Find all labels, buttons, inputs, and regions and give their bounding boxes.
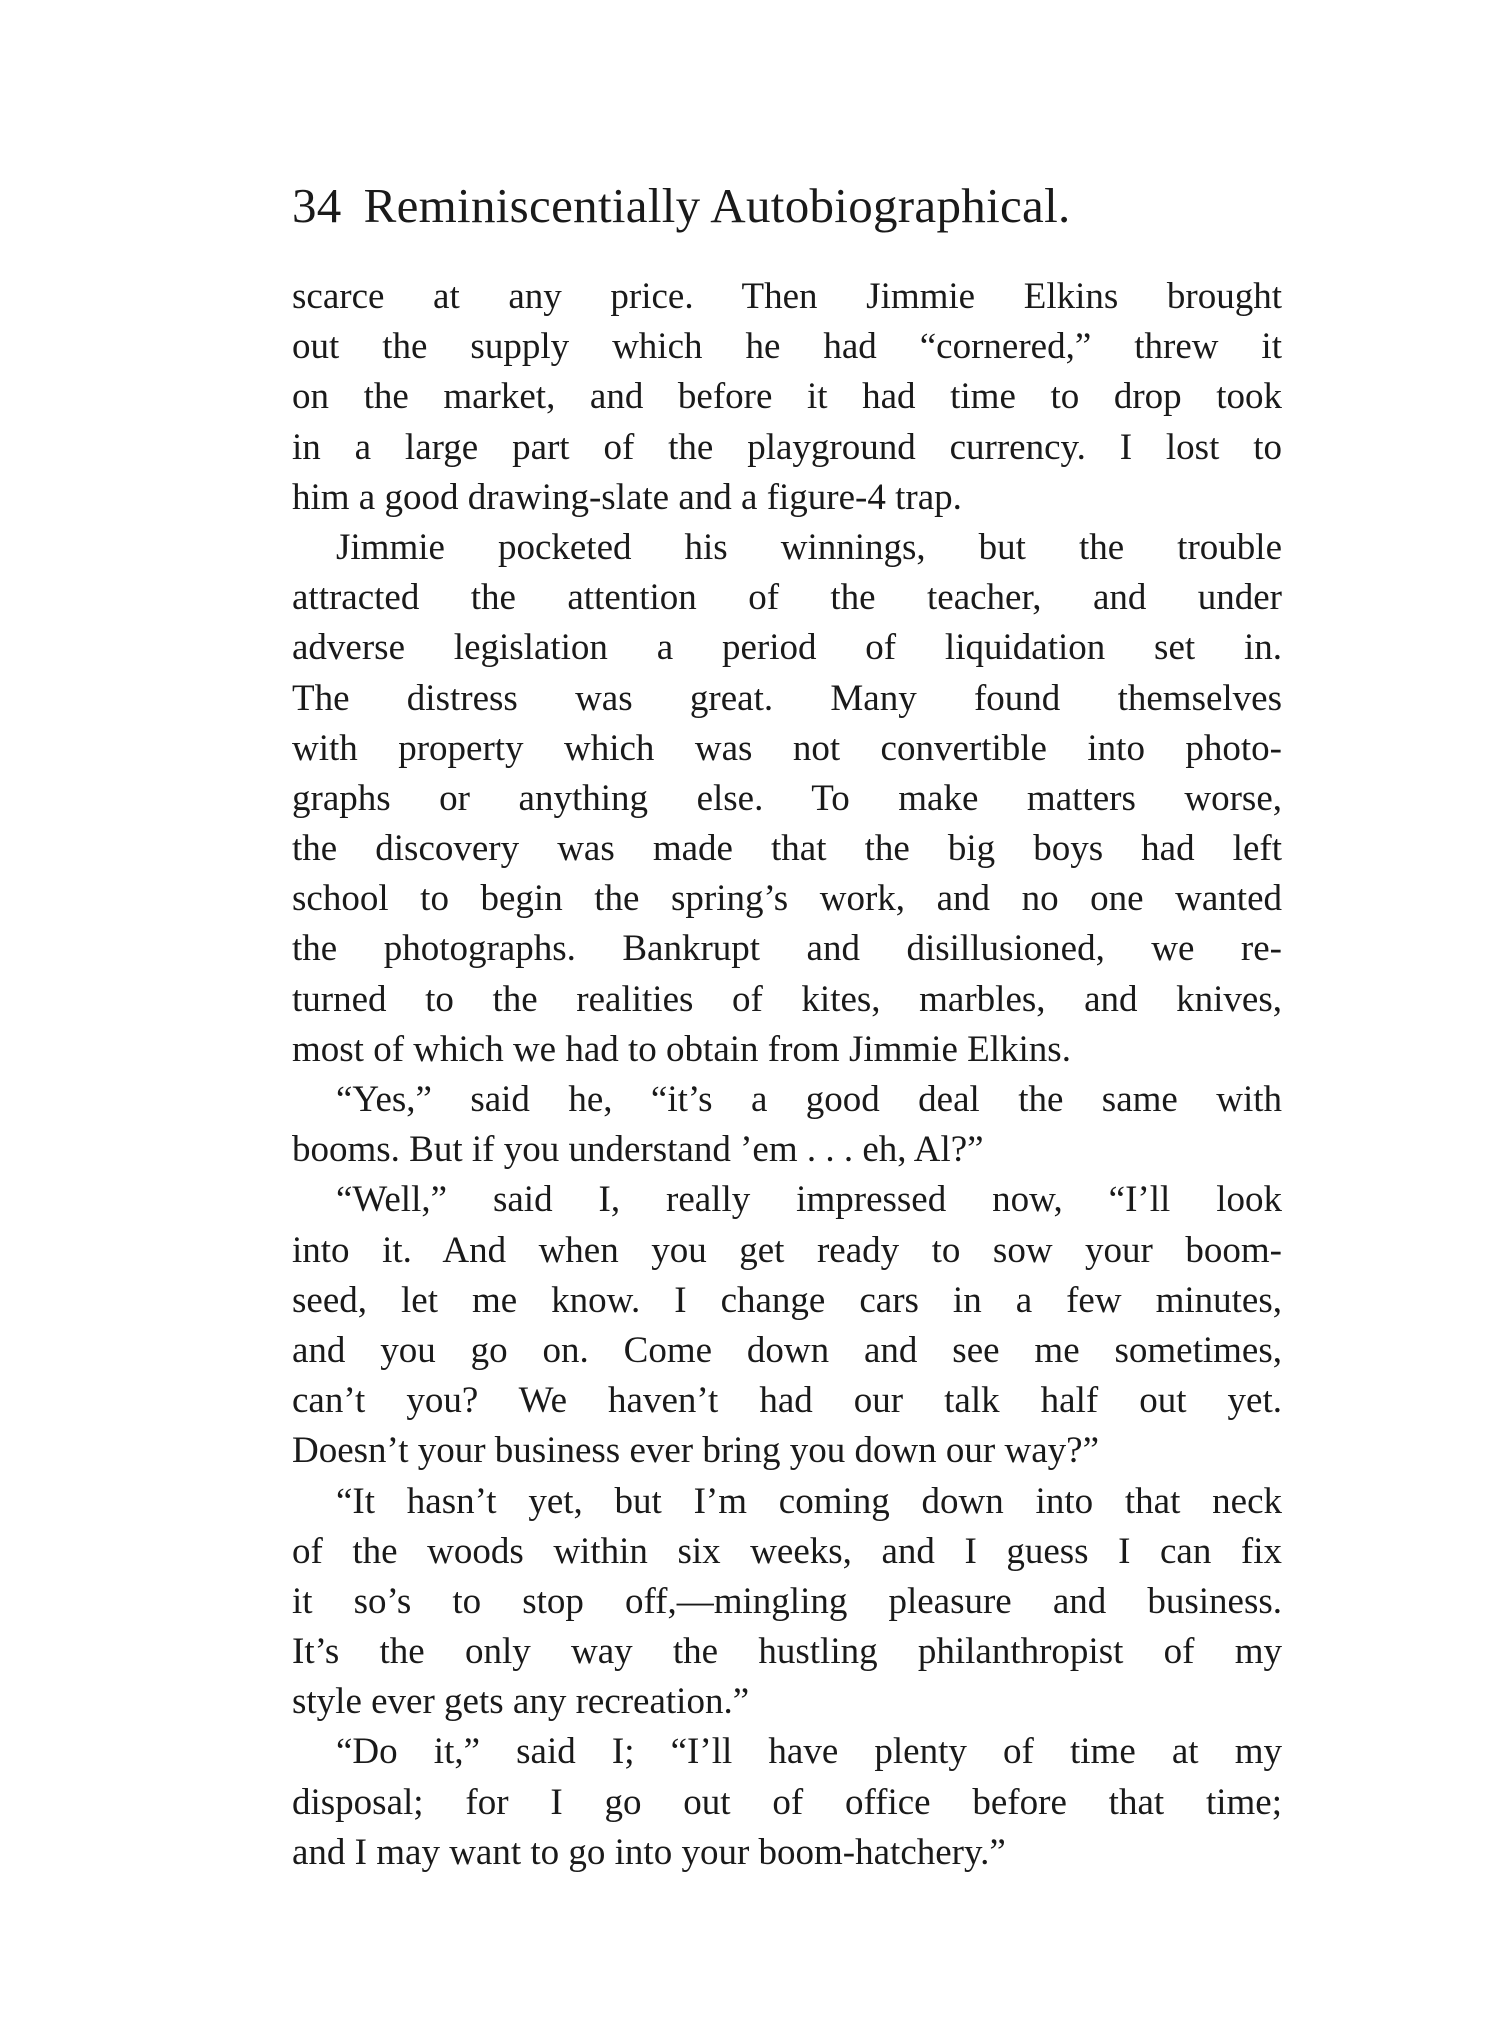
text-line: him a good drawing-slate and a figure-4 trap. [292,476,962,518]
text-line: adverse legislation a period of liquidation set in. [292,627,1282,669]
text-line: into it. And when you get ready to sow your boom- [292,1229,1282,1271]
text-line: “It hasn’t yet, but I’m coming down into that neck [336,1480,1282,1522]
text-line: It’s the only way the hustling philanthropist of my [292,1631,1282,1673]
text-line: can’t you? We haven’t had our talk half out yet. [292,1380,1282,1422]
text-line: of the woods within six weeks, and I guess I can fix [292,1530,1282,1572]
body-text [292,272,1282,1878]
text-line: in a large part of the playground currency. I lost to [292,426,1282,468]
text-line: and you go on. Come down and see me sometimes, [292,1329,1282,1371]
text-line: with property which was not convertible into photo- [292,727,1282,769]
text-line: graphs or anything else. To make matters worse, [292,777,1282,819]
text-line: seed, let me know. I change cars in a few minutes, [292,1279,1282,1321]
paragraph [292,1075,1282,1175]
text-line: scarce at any price. Then Jimmie Elkins brought [292,276,1282,317]
paragraph [292,523,1282,1075]
paragraph [292,272,1282,523]
text-line: booms. But if you understand ’em . . . eh, Al?” [292,1129,984,1171]
text-line: most of which we had to obtain from Jimmie Elkins. [292,1028,1071,1070]
text-line: Jimmie pocketed his winnings, but the trouble [336,526,1282,568]
running-header [292,176,1292,236]
text-line: style ever gets any recreation.” [292,1681,750,1723]
paragraph [292,1727,1282,1878]
text-line: disposal; for I go out of office before that time; [292,1781,1282,1823]
text-line: “Do it,” said I; “I’ll have plenty of time at my [336,1731,1282,1773]
paragraph [292,1175,1282,1476]
running-title: Reminiscentially Autobiographical. [363,178,1071,233]
text-line: it so’s to stop off,—mingling pleasure and business. [292,1580,1282,1622]
text-line: school to begin the spring’s work, and no one wanted [292,878,1282,920]
text-line: “Yes,” said he, “it’s a good deal the same with [336,1079,1282,1120]
text-line: attracted the attention of the teacher, and under [292,577,1282,619]
text-line: out the supply which he had “cornered,” threw it [292,326,1282,368]
text-line: turned to the realities of kites, marbles, and knives, [292,978,1282,1020]
paragraph [292,1477,1282,1728]
text-line: Doesn’t your business ever bring you down our way?” [292,1430,1099,1472]
text-line: the discovery was made that the big boys had left [292,828,1282,870]
page-number: 34 [292,178,342,233]
text-line: “Well,” said I, really impressed now, “I’ll look [336,1179,1282,1221]
text-line: and I may want to go into your boom-hatchery.” [292,1831,1006,1873]
text-line: The distress was great. Many found themselves [292,677,1282,719]
text-line: on the market, and before it had time to drop took [292,376,1282,418]
text-line: the photographs. Bankrupt and disillusioned, we re- [292,928,1282,970]
